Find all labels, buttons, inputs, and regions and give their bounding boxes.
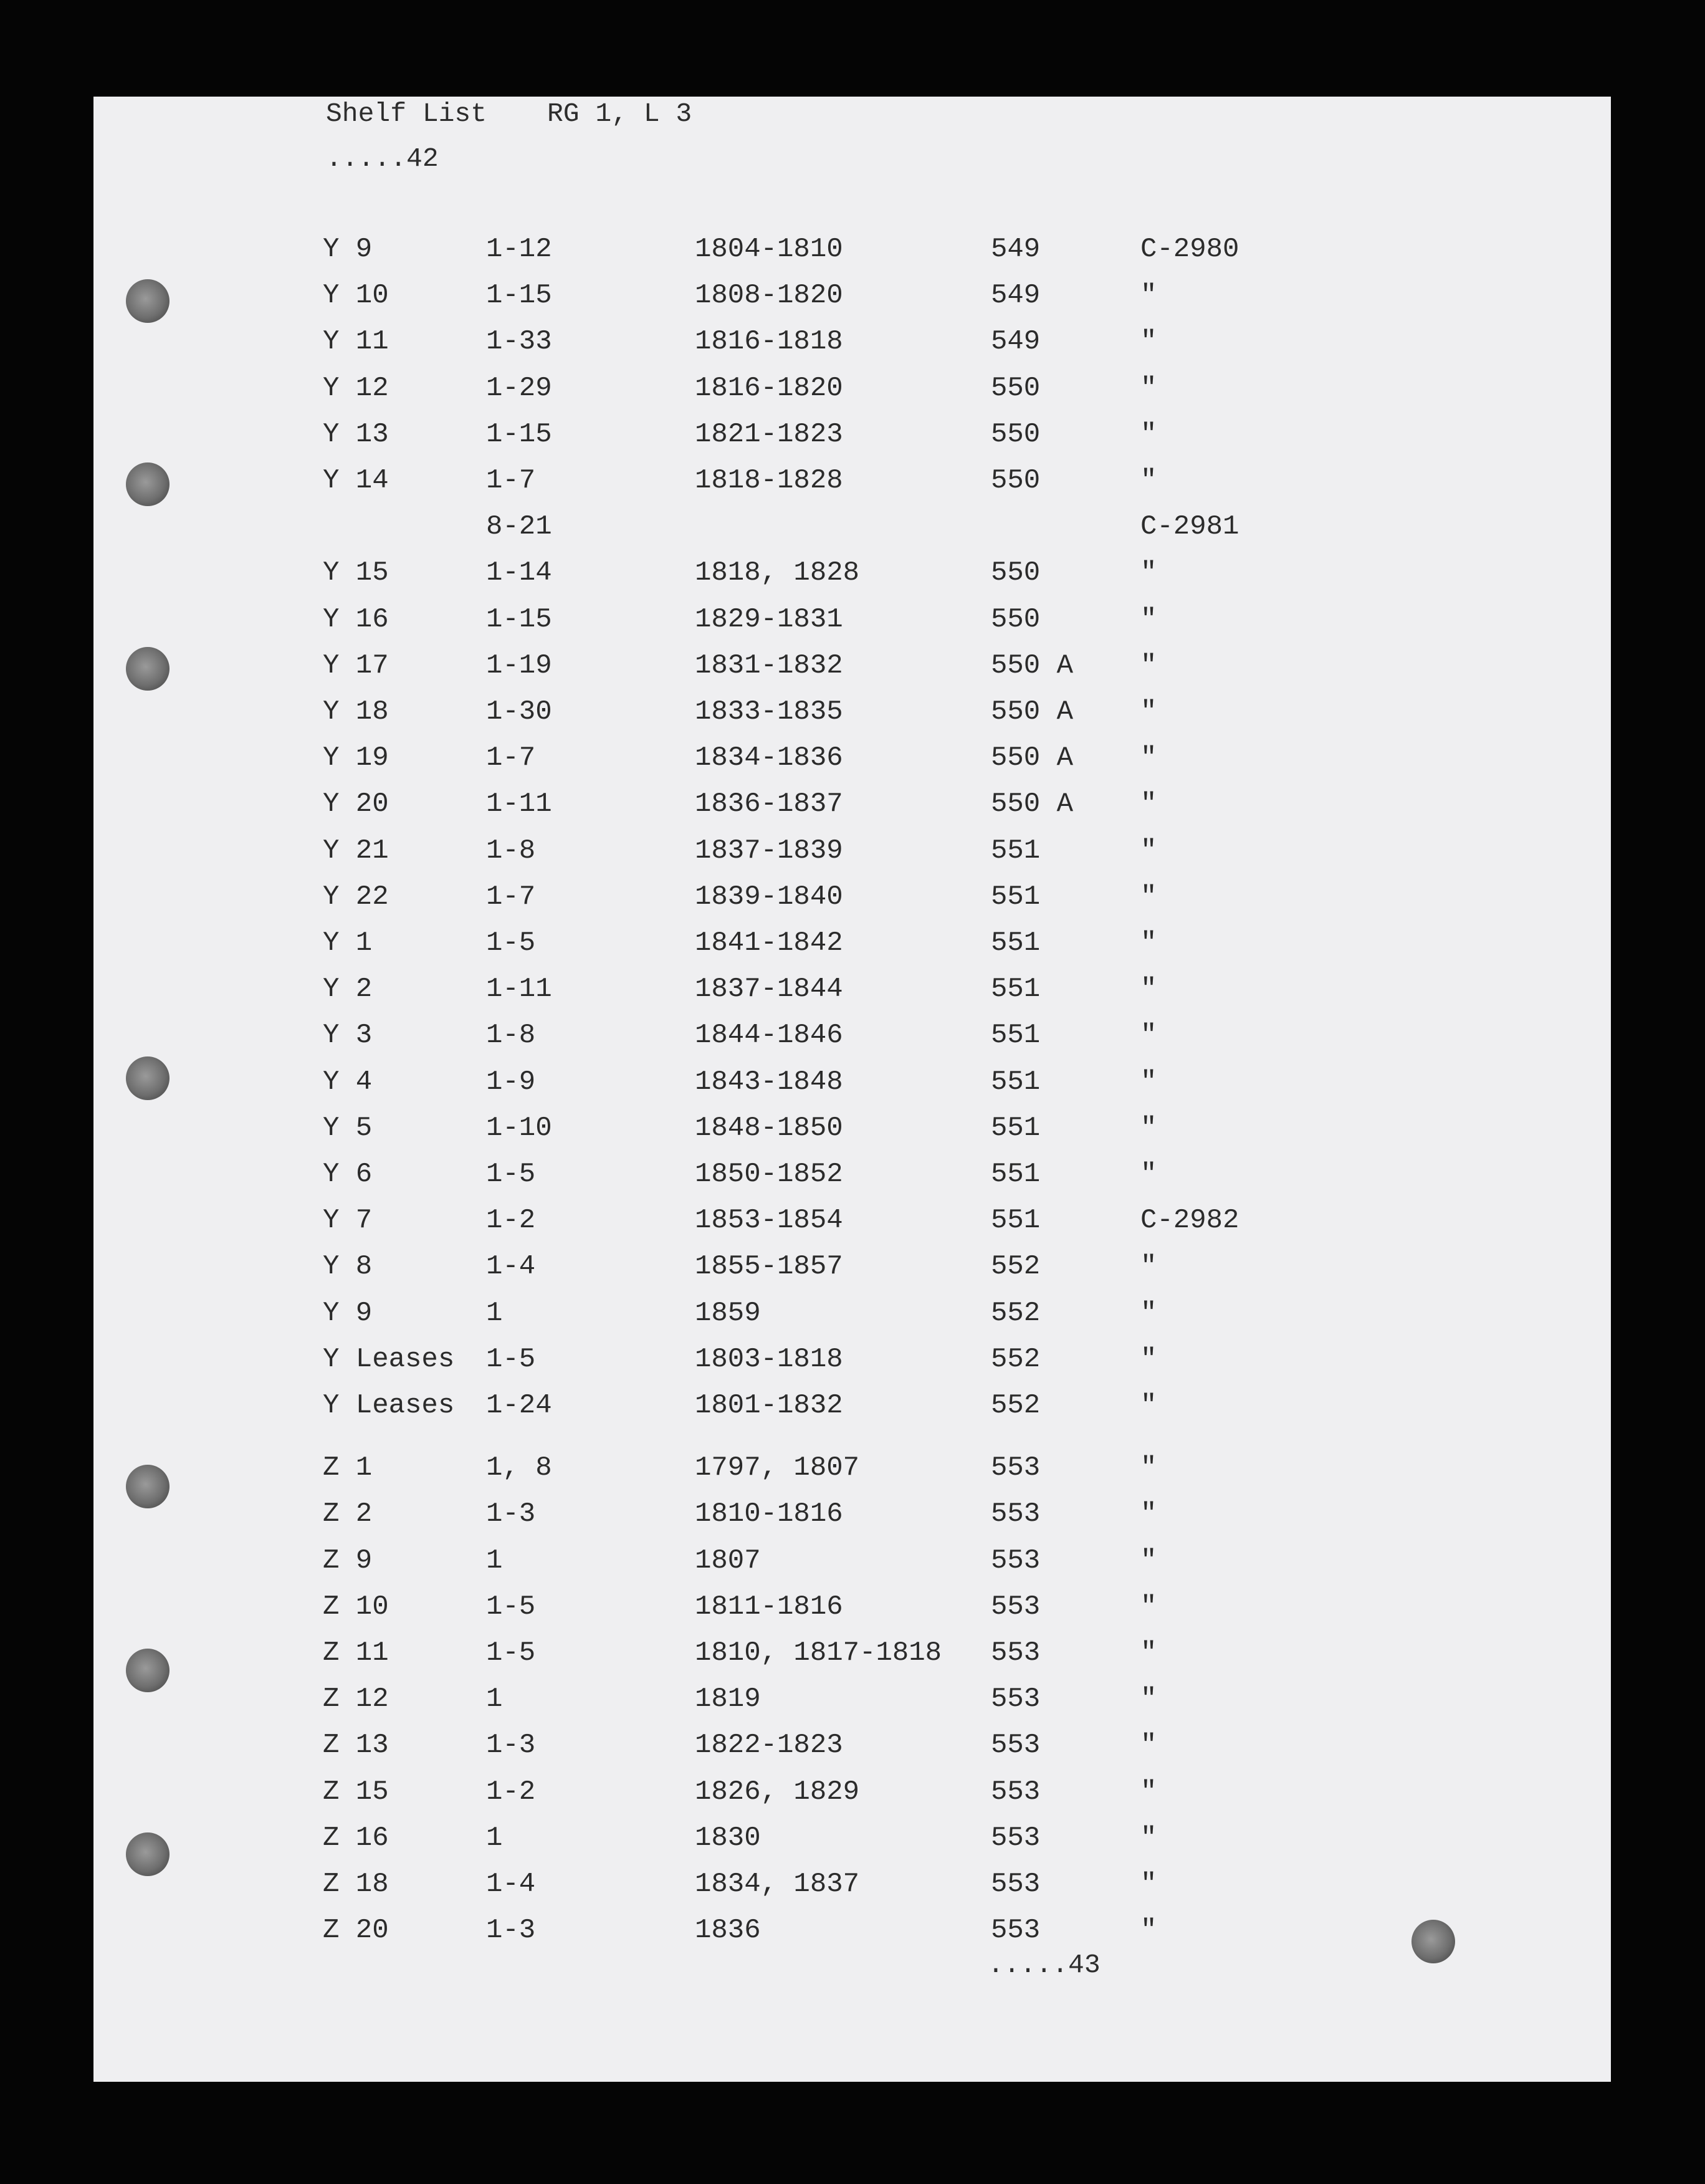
volume-cell: 549: [991, 326, 1041, 358]
table-row: [93, 318, 1611, 365]
volume-cell: 550 A: [991, 696, 1074, 727]
microfilm-cell: ": [1140, 1452, 1157, 1484]
volume-cell: 553: [991, 1591, 1041, 1622]
microfilm-cell: ": [1140, 603, 1157, 635]
range-cell: 1-7: [486, 881, 536, 912]
microfilm-cell: ": [1140, 835, 1157, 866]
volume-cell: 553: [991, 1452, 1041, 1484]
dates-cell: 1808-1820: [695, 280, 843, 312]
record-group-reference: RG 1, L 3: [547, 98, 692, 129]
volume-cell: 551: [991, 1159, 1041, 1190]
volume-cell: 553: [991, 1869, 1041, 1900]
item-cell: Z 16: [323, 1822, 389, 1854]
table-row: [93, 1059, 1611, 1105]
next-page-marker: .....43: [988, 1950, 1101, 1980]
range-cell: 1-5: [486, 1637, 536, 1669]
volume-cell: 551: [991, 974, 1041, 1005]
item-cell: Y 17: [323, 649, 389, 681]
microfilm-cell: ": [1140, 1776, 1157, 1808]
item-cell: Y 2: [323, 974, 373, 1005]
volume-cell: 550: [991, 418, 1041, 450]
page-title: Shelf List: [326, 98, 487, 129]
range-cell: 1-10: [486, 1112, 552, 1144]
dates-cell: 1818, 1828: [695, 557, 860, 589]
range-cell: 1-8: [486, 1020, 536, 1051]
range-cell: 1-7: [486, 465, 536, 496]
microfilm-cell: C-2981: [1140, 511, 1239, 543]
dates-cell: 1855-1857: [695, 1251, 843, 1283]
volume-cell: 553: [991, 1776, 1041, 1808]
item-cell: Y 16: [323, 603, 389, 635]
range-cell: 1: [486, 1684, 503, 1715]
microfilm-cell: ": [1140, 927, 1157, 959]
dates-cell: 1804-1810: [695, 234, 843, 265]
table-row: [93, 1197, 1611, 1243]
range-cell: 1-5: [486, 1591, 536, 1622]
volume-cell: 549: [991, 234, 1041, 265]
table-row: [93, 643, 1611, 689]
range-cell: 1-15: [486, 418, 552, 450]
volume-cell: 550 A: [991, 742, 1074, 774]
table-row: [93, 920, 1611, 966]
item-cell: Y 7: [323, 1205, 373, 1237]
table-row: [93, 457, 1611, 504]
dates-cell: 1822-1823: [695, 1730, 843, 1761]
dates-cell: 1833-1835: [695, 696, 843, 727]
microfilm-cell: ": [1140, 326, 1157, 358]
item-cell: Z 11: [323, 1637, 389, 1669]
item-cell: Z 15: [323, 1776, 389, 1808]
microfilm-cell: ": [1140, 1684, 1157, 1715]
microfilm-cell: ": [1140, 1020, 1157, 1051]
table-row: [93, 1861, 1611, 1907]
volume-cell: 552: [991, 1251, 1041, 1283]
volume-cell: 551: [991, 881, 1041, 912]
volume-cell: 550: [991, 465, 1041, 496]
range-cell: 1-14: [486, 557, 552, 589]
table-row: [93, 1491, 1611, 1537]
item-cell: Y 3: [323, 1020, 373, 1051]
dates-cell: 1837-1839: [695, 835, 843, 866]
microfilm-cell: ": [1140, 1390, 1157, 1421]
item-cell: Y 15: [323, 557, 389, 589]
table-row: [93, 1722, 1611, 1768]
dates-cell: 1850-1852: [695, 1159, 843, 1190]
dates-cell: 1826, 1829: [695, 1776, 860, 1808]
dates-cell: 1829-1831: [695, 603, 843, 635]
table-row: [93, 1584, 1611, 1630]
microfilm-cell: ": [1140, 1297, 1157, 1329]
microfilm-cell: ": [1140, 1869, 1157, 1900]
dates-cell: 1836: [695, 1915, 761, 1947]
range-cell: 1-8: [486, 835, 536, 866]
microfilm-cell: C-2982: [1140, 1205, 1239, 1237]
table-row: [93, 966, 1611, 1012]
microfilm-cell: ": [1140, 1915, 1157, 1947]
dates-cell: 1810, 1817-1818: [695, 1637, 942, 1669]
range-cell: 1-4: [486, 1869, 536, 1900]
microfilm-cell: ": [1140, 742, 1157, 774]
range-cell: 1-4: [486, 1251, 536, 1283]
table-row: [93, 1382, 1611, 1429]
range-cell: 1: [486, 1297, 503, 1329]
dates-cell: 1844-1846: [695, 1020, 843, 1051]
table-row: [93, 365, 1611, 411]
dates-cell: 1816-1820: [695, 372, 843, 404]
table-row: [93, 1815, 1611, 1861]
item-cell: Y 12: [323, 372, 389, 404]
dates-cell: 1797, 1807: [695, 1452, 860, 1484]
dates-cell: 1834, 1837: [695, 1869, 860, 1900]
volume-cell: 550 A: [991, 649, 1074, 681]
microfilm-cell: ": [1140, 557, 1157, 589]
document-sheet: [93, 97, 1611, 2082]
table-row: [93, 1630, 1611, 1676]
microfilm-cell: ": [1140, 974, 1157, 1005]
range-cell: 1-3: [486, 1498, 536, 1530]
microfilm-cell: ": [1140, 280, 1157, 312]
volume-cell: 553: [991, 1915, 1041, 1947]
microfilm-cell: ": [1140, 1591, 1157, 1622]
dates-cell: 1819: [695, 1684, 761, 1715]
microfilm-cell: ": [1140, 649, 1157, 681]
volume-cell: 551: [991, 835, 1041, 866]
dates-cell: 1803-1818: [695, 1343, 843, 1375]
item-cell: Y 22: [323, 881, 389, 912]
item-cell: Y 9: [323, 234, 373, 265]
item-cell: Y 10: [323, 280, 389, 312]
dates-cell: 1810-1816: [695, 1498, 843, 1530]
dates-cell: 1836-1837: [695, 788, 843, 820]
volume-cell: 552: [991, 1390, 1041, 1421]
item-cell: Y 19: [323, 742, 389, 774]
table-row: [93, 1290, 1611, 1336]
range-cell: 1-3: [486, 1915, 536, 1947]
range-cell: 1: [486, 1545, 503, 1576]
dates-cell: 1841-1842: [695, 927, 843, 959]
range-cell: 1, 8: [486, 1452, 552, 1484]
table-row: [93, 735, 1611, 781]
microfilm-cell: ": [1140, 418, 1157, 450]
table-row: [93, 1012, 1611, 1058]
range-cell: 1-15: [486, 603, 552, 635]
table-row: [93, 272, 1611, 318]
range-cell: 1-30: [486, 696, 552, 727]
volume-cell: 550: [991, 557, 1041, 589]
microfilm-cell: ": [1140, 1066, 1157, 1098]
dates-cell: 1859: [695, 1297, 761, 1329]
item-cell: Y Leases: [323, 1390, 455, 1421]
item-cell: Y 4: [323, 1066, 373, 1098]
microfilm-cell: ": [1140, 788, 1157, 820]
previous-page-marker: .....42: [326, 143, 439, 174]
dates-cell: 1830: [695, 1822, 761, 1854]
table-row: [93, 550, 1611, 596]
item-cell: Y 6: [323, 1159, 373, 1190]
volume-cell: 551: [991, 1020, 1041, 1051]
range-cell: 1-19: [486, 649, 552, 681]
dates-cell: 1807: [695, 1545, 761, 1576]
item-cell: Y 14: [323, 465, 389, 496]
item-cell: Z 2: [323, 1498, 373, 1530]
table-row: [93, 411, 1611, 457]
range-cell: 1: [486, 1822, 503, 1854]
range-cell: 1-2: [486, 1205, 536, 1237]
range-cell: 1-5: [486, 927, 536, 959]
dates-cell: 1848-1850: [695, 1112, 843, 1144]
microfilm-cell: ": [1140, 1545, 1157, 1576]
table-row: [93, 874, 1611, 920]
item-cell: Z 9: [323, 1545, 373, 1576]
volume-cell: 552: [991, 1297, 1041, 1329]
range-cell: 1-7: [486, 742, 536, 774]
item-cell: Y 8: [323, 1251, 373, 1283]
microfilm-cell: ": [1140, 1112, 1157, 1144]
table-row: [93, 504, 1611, 550]
table-row: [93, 1907, 1611, 1953]
item-cell: Z 1: [323, 1452, 373, 1484]
microfilm-cell: ": [1140, 1637, 1157, 1669]
volume-cell: 553: [991, 1684, 1041, 1715]
volume-cell: 550: [991, 603, 1041, 635]
item-cell: Z 12: [323, 1684, 389, 1715]
dates-cell: 1801-1832: [695, 1390, 843, 1421]
dates-cell: 1839-1840: [695, 881, 843, 912]
volume-cell: 553: [991, 1822, 1041, 1854]
table-row: [93, 1243, 1611, 1290]
microfilm-cell: ": [1140, 696, 1157, 727]
table-row: [93, 1336, 1611, 1382]
range-cell: 1-24: [486, 1390, 552, 1421]
microfilm-cell: ": [1140, 1251, 1157, 1283]
range-cell: 1-11: [486, 974, 552, 1005]
item-cell: Y Leases: [323, 1343, 455, 1375]
table-row: [93, 226, 1611, 272]
table-row: [93, 689, 1611, 735]
microfilm-cell: ": [1140, 1498, 1157, 1530]
item-cell: Y 20: [323, 788, 389, 820]
item-cell: Y 5: [323, 1112, 373, 1144]
table-row: [93, 828, 1611, 874]
range-cell: 1-9: [486, 1066, 536, 1098]
table-row: [93, 596, 1611, 643]
dates-cell: 1853-1854: [695, 1205, 843, 1237]
volume-cell: 551: [991, 1066, 1041, 1098]
table-row: [93, 1105, 1611, 1151]
item-cell: Y 21: [323, 835, 389, 866]
range-cell: 8-21: [486, 511, 552, 543]
table-row: [93, 1151, 1611, 1197]
range-cell: 1-2: [486, 1776, 536, 1808]
volume-cell: 552: [991, 1343, 1041, 1375]
range-cell: 1-5: [486, 1343, 536, 1375]
table-row: [93, 1538, 1611, 1584]
range-cell: 1-11: [486, 788, 552, 820]
dates-cell: 1837-1844: [695, 974, 843, 1005]
item-cell: Y 9: [323, 1297, 373, 1329]
microfilm-cell: ": [1140, 1343, 1157, 1375]
item-cell: Z 10: [323, 1591, 389, 1622]
volume-cell: 550 A: [991, 788, 1074, 820]
range-cell: 1-3: [486, 1730, 536, 1761]
volume-cell: 551: [991, 927, 1041, 959]
volume-cell: 551: [991, 1205, 1041, 1237]
dates-cell: 1834-1836: [695, 742, 843, 774]
dates-cell: 1818-1828: [695, 465, 843, 496]
table-row: [93, 781, 1611, 827]
microfilm-cell: ": [1140, 1730, 1157, 1761]
volume-cell: 549: [991, 280, 1041, 312]
item-cell: Y 18: [323, 696, 389, 727]
range-cell: 1-15: [486, 280, 552, 312]
dates-cell: 1816-1818: [695, 326, 843, 358]
item-cell: Z 18: [323, 1869, 389, 1900]
volume-cell: 553: [991, 1637, 1041, 1669]
microfilm-cell: ": [1140, 1822, 1157, 1854]
microfilm-cell: ": [1140, 372, 1157, 404]
table-row: [93, 1676, 1611, 1722]
table-row: [93, 1445, 1611, 1491]
item-cell: Y 1: [323, 927, 373, 959]
item-cell: Y 13: [323, 418, 389, 450]
range-cell: 1-29: [486, 372, 552, 404]
item-cell: Z 13: [323, 1730, 389, 1761]
dates-cell: 1821-1823: [695, 418, 843, 450]
dates-cell: 1843-1848: [695, 1066, 843, 1098]
microfilm-cell: ": [1140, 465, 1157, 496]
volume-cell: 550: [991, 372, 1041, 404]
microfilm-cell: ": [1140, 881, 1157, 912]
table-row: [93, 1769, 1611, 1815]
range-cell: 1-5: [486, 1159, 536, 1190]
item-cell: Z 20: [323, 1915, 389, 1947]
volume-cell: 553: [991, 1545, 1041, 1576]
volume-cell: 553: [991, 1498, 1041, 1530]
volume-cell: 551: [991, 1112, 1041, 1144]
volume-cell: 553: [991, 1730, 1041, 1761]
range-cell: 1-33: [486, 326, 552, 358]
item-cell: Y 11: [323, 326, 389, 358]
microfilm-cell: ": [1140, 1159, 1157, 1190]
range-cell: 1-12: [486, 234, 552, 265]
dates-cell: 1811-1816: [695, 1591, 843, 1622]
microfilm-cell: C-2980: [1140, 234, 1239, 265]
dates-cell: 1831-1832: [695, 649, 843, 681]
